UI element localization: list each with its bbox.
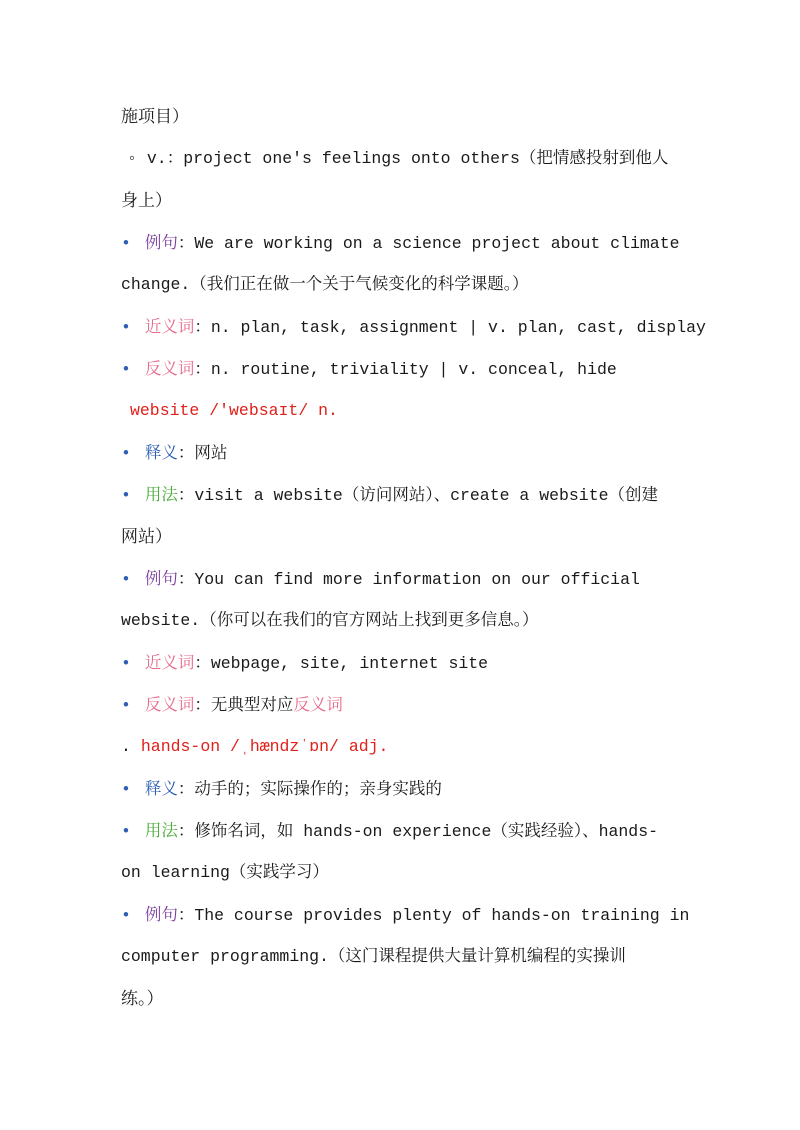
prefix-dot: . (121, 737, 131, 756)
text: ：The course provides plenty of hands-on training in (177, 906, 690, 925)
headword-hands-on (121, 726, 679, 768)
definition-label: 释义 (144, 443, 178, 462)
example-label: 例句 (144, 233, 178, 252)
bullet-icon: • (121, 234, 131, 253)
text: ：n. plan, task, assignment | v. plan, cast, display (194, 318, 706, 337)
text: change.（我们正在做一个关于气候变化的科学课题。） (121, 275, 529, 294)
bullet-icon: • (121, 696, 131, 715)
text: website.（你可以在我们的官方网站上找到更多信息。） (121, 611, 539, 630)
example-label: 例句 (144, 905, 178, 924)
text: ：You can find more information on our official (177, 570, 640, 589)
text: ：webpage, site, internet site (194, 654, 489, 673)
text: v.：project one's feelings onto others（把情感投射到他人 (146, 149, 669, 168)
antonym-word: 反义词 (293, 695, 343, 714)
text-line (121, 852, 679, 894)
bullet-icon: • (121, 444, 131, 463)
headword-text: website /'websaɪt/ n. (130, 401, 338, 420)
text-line (121, 96, 679, 138)
text: ：n. routine, triviality | v. conceal, hide (194, 360, 617, 379)
text: ：We are working on a science project about climate (177, 234, 680, 253)
usage-label: 用法 (144, 821, 178, 840)
text: 身上） (121, 191, 172, 211)
text-line (121, 516, 679, 558)
text: ：网站 (177, 444, 228, 463)
example-line (121, 222, 679, 264)
text-line (121, 180, 679, 222)
bullet-icon: • (121, 822, 131, 841)
usage-line (121, 810, 679, 852)
usage-line (121, 474, 679, 516)
antonym-label: 反义词 (144, 359, 195, 378)
example-line (121, 558, 679, 600)
definition-line (121, 432, 679, 474)
text: 施项目） (121, 107, 189, 127)
synonym-label: 近义词 (144, 317, 195, 336)
bullet-icon: • (121, 318, 131, 337)
circle-bullet-icon: ◦ (127, 149, 137, 168)
text-line (121, 978, 679, 1020)
text: ：修饰名词，如 hands-on experience（实践经验）、hands- (177, 822, 659, 841)
headword-website (121, 390, 679, 432)
antonym-line (121, 684, 679, 726)
text-line (121, 138, 679, 180)
text: computer programming.（这门课程提供大量计算机编程的实操训 (121, 947, 626, 966)
definition-label: 释义 (144, 779, 178, 798)
example-line (121, 894, 690, 936)
text: ：visit a website（访问网站）、create a website（创建 (177, 486, 659, 505)
antonym-label: 反义词 (144, 695, 195, 714)
antonym-line (121, 348, 679, 390)
example-label: 例句 (144, 569, 178, 588)
headword-text: hands-on /ˌhændzˈɒn/ adj. (140, 737, 389, 756)
text-line (121, 936, 679, 978)
bullet-icon: • (121, 486, 131, 505)
text: ：动手的；实际操作的；亲身实践的 (177, 779, 442, 798)
synonym-line (121, 642, 679, 684)
usage-label: 用法 (144, 485, 178, 504)
text: on learning（实践学习） (121, 863, 329, 882)
definition-line (121, 768, 679, 810)
text: 网站） (121, 527, 172, 547)
document-page (121, 96, 706, 1020)
bullet-icon: • (121, 906, 131, 925)
bullet-icon: • (121, 780, 131, 799)
bullet-icon: • (121, 360, 131, 379)
text-line (121, 600, 679, 642)
bullet-icon: • (121, 654, 131, 673)
text: 练。） (121, 989, 164, 1009)
text-line (121, 264, 679, 306)
synonym-line (121, 306, 706, 348)
bullet-icon: • (121, 570, 131, 589)
text: ：无典型对应 (194, 695, 294, 714)
synonym-label: 近义词 (144, 653, 195, 672)
